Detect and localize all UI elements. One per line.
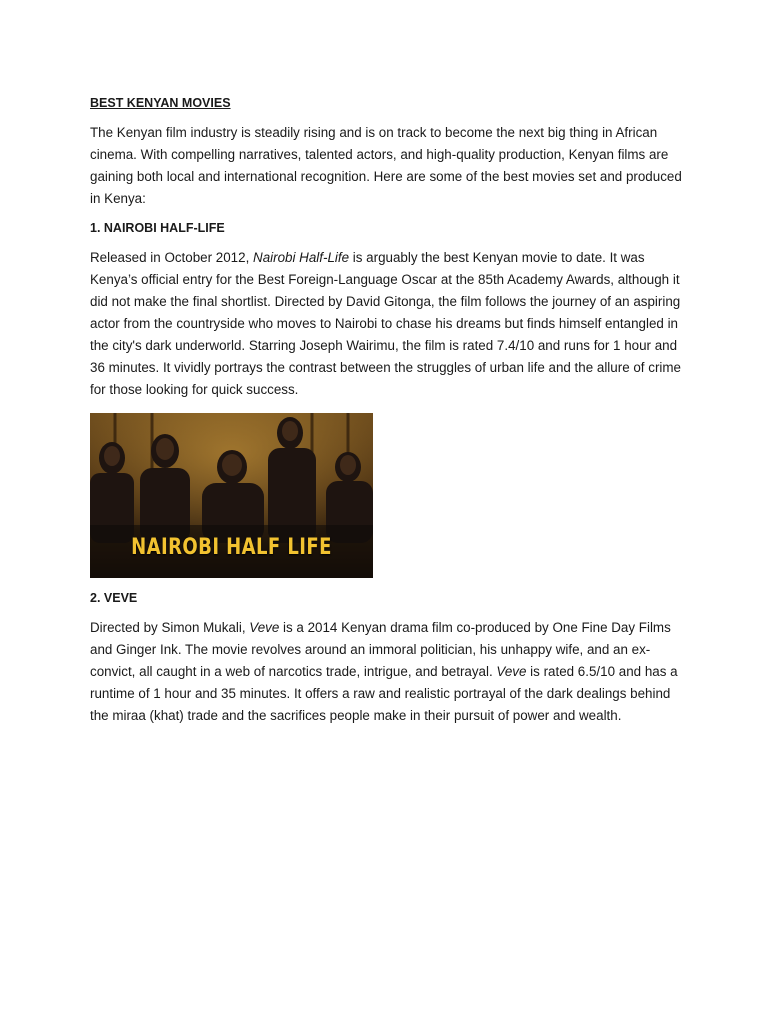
document-body xyxy=(90,94,682,736)
veve-paragraph xyxy=(90,617,682,727)
text-run: is a 2014 Kenyan drama film co-produced by One Fine Day Films and Ginger Ink. The movie revolves around an immoral politician, his unhappy wife, and an ex-convict, all caught in a web of narcotics trade, intrigue, and betrayal. xyxy=(90,620,671,679)
movie-title-italic: Veve xyxy=(249,620,280,635)
intro-paragraph: The Kenyan film industry is steadily rising and is on track to become the next big thing in African cinema. With compelling narratives, talented actors, and high-quality production, Kenyan films are gaining both local and international recognition. Here are some of the best movies set and produced in Kenya: xyxy=(90,125,682,206)
document-title: BEST KENYAN MOVIES xyxy=(90,96,231,110)
movie-heading-nairobi-half-life: 1. NAIROBI HALF-LIFE xyxy=(90,221,225,235)
movie-title-italic: Veve xyxy=(496,664,527,679)
nairobi-half-life-poster xyxy=(90,413,373,578)
text-run: is rated 6.5/10 and has a runtime of 1 hour and 35 minutes. It offers a raw and realistic portrayal of the dark dealings behind the miraa (khat) trade and the sacrifices people make in their pursuit of power and wealth. xyxy=(90,664,678,723)
text-run: is arguably the best Kenyan movie to date. It was Kenya’s official entry for the Best Foreign-Language Oscar at the 85th Academy Awards, although it did not make the final shortlist. Directed by David Gitonga, the film follows the journey of an aspiring actor from the countryside who moves to Nairobi to chase his dreams but finds himself entangled in the city's dark underworld. Starring Joseph Wairimu, the film is rated 7.4/10 and runs for 1 hour and 36 minutes. It vividly portrays the contrast between the struggles of urban life and the allure of crime for those looking for quick success. xyxy=(90,250,681,397)
movie-heading-veve: 2. VEVE xyxy=(90,591,138,605)
text-run: Released in October 2012, xyxy=(90,250,254,265)
movie-title-italic: Nairobi Half-Life xyxy=(253,250,350,265)
text-run: Directed by Simon Mukali, xyxy=(90,620,250,635)
poster-title-text: NAIROBI HALF LIFE xyxy=(131,535,332,560)
nairobi-half-life-paragraph xyxy=(90,247,682,401)
